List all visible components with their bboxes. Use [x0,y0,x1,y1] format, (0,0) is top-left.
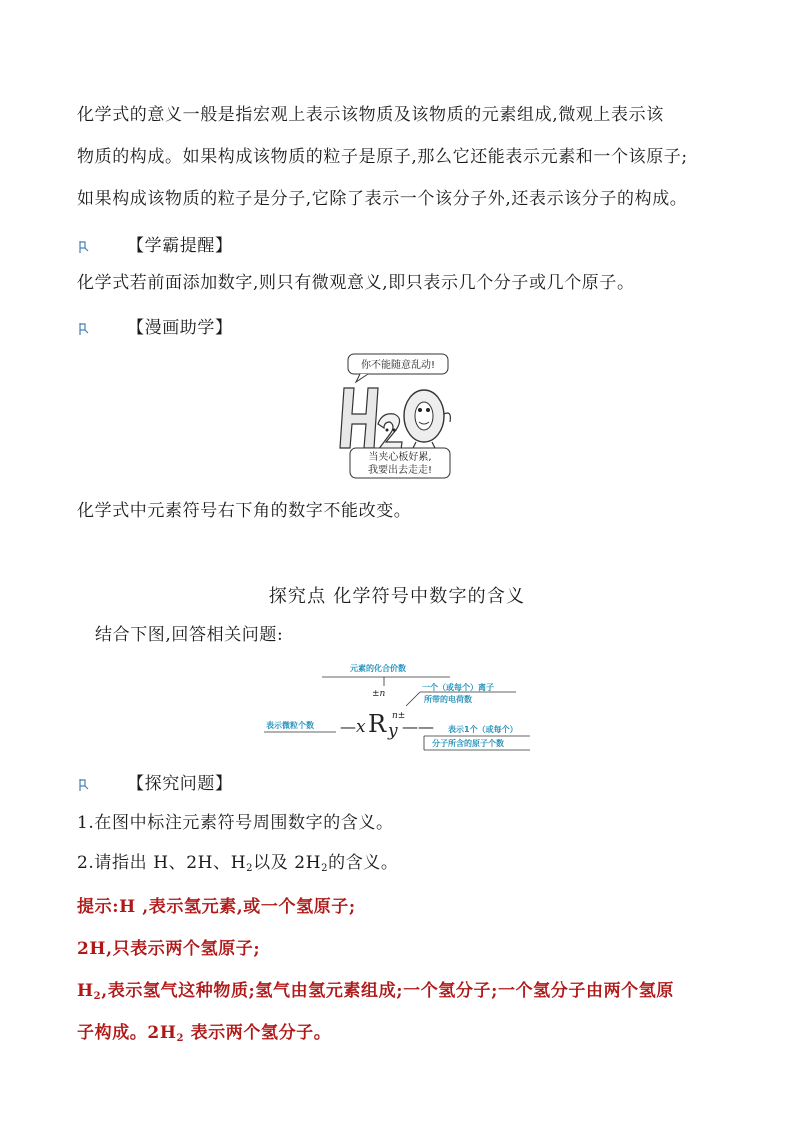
comic-bubble-bottom-2: 我要出去走走! [367,465,433,476]
comic-caption: 化学式中元素符号右下角的数字不能改变。 [77,501,412,521]
flag-bookmark-icon [77,240,91,254]
comic-bubble-top: 你不能随意乱动! [360,360,436,371]
answer-line-1: 提示:H ,表示氢元素,或一个氢原子; [77,897,356,917]
symbol-x: x [356,717,366,737]
answer-line-2: 2H,只表示两个氢原子; [77,939,261,959]
flag-bookmark-icon [77,778,91,792]
label-atoms-line-1: 表示1个（或每个） [448,725,518,734]
answer-line-3: $H_2$,表示氢气这种物质;氢气由氢元素组成;一个氢分子;一个氢分子由两个氢原 [77,981,674,1002]
questions-heading-row [77,770,233,792]
tip-heading-row [77,232,233,254]
question-1: 1.在图中标注元素符号周围数字的含义。 [77,813,394,833]
symbol-suffix-dash: —— [402,717,434,736]
comic-heading: 【漫画助学】 [127,317,233,338]
symbol-r: R [368,710,387,738]
symbol-top-valence: ±n [372,689,386,699]
symbol-prefix-dash: — [340,717,356,736]
section-instruction: 结合下图,回答相关问题: [95,625,284,645]
chemical-symbol-diagram [260,660,536,752]
label-atoms-line-2: 分子所含的原子个数 [432,739,504,748]
tip-heading: 【学霸提醒】 [127,235,233,256]
comic-heading-row [77,314,233,336]
flag-bookmark-icon [77,322,91,336]
label-valence: 元素的化合价数 [350,664,406,673]
comic-bubble-bottom-1: 当夹心板好累, [368,452,432,463]
symbol-charge: n± [392,711,406,721]
symbol-y: y [388,721,398,741]
intro-line-2: 物质的构成。如果构成该物质的粒子是原子,那么它还能表示元素和一个该原子; [77,147,688,167]
tip-text: 化学式若前面添加数字,则只有微观意义,即只表示几个分子或几个原子。 [77,273,635,293]
section-title: 探究点 化学符号中数字的含义 [268,586,526,607]
intro-line-3: 如果构成该物质的粒子是分子,它除了表示一个该分子外,还表示该分子的构成。 [77,189,688,209]
answer-line-4: 子构成。$2H_2$ 表示两个氢分子。 [77,1023,332,1044]
intro-line-1: 化学式的意义一般是指宏观上表示该物质及该物质的元素组成,微观上表示该 [77,105,664,125]
questions-heading: 【探究问题】 [127,773,233,794]
question-2: 2.请指出 H、2H、$H_2$以及 $2H_2$的含义。 [77,853,399,874]
label-ion-line-1: 一个（或每个）离子 [422,683,494,692]
label-ion-line-2: 所带的电荷数 [424,695,472,704]
label-count: 表示微粒个数 [266,721,314,730]
h2o-comic-illustration [338,352,456,480]
